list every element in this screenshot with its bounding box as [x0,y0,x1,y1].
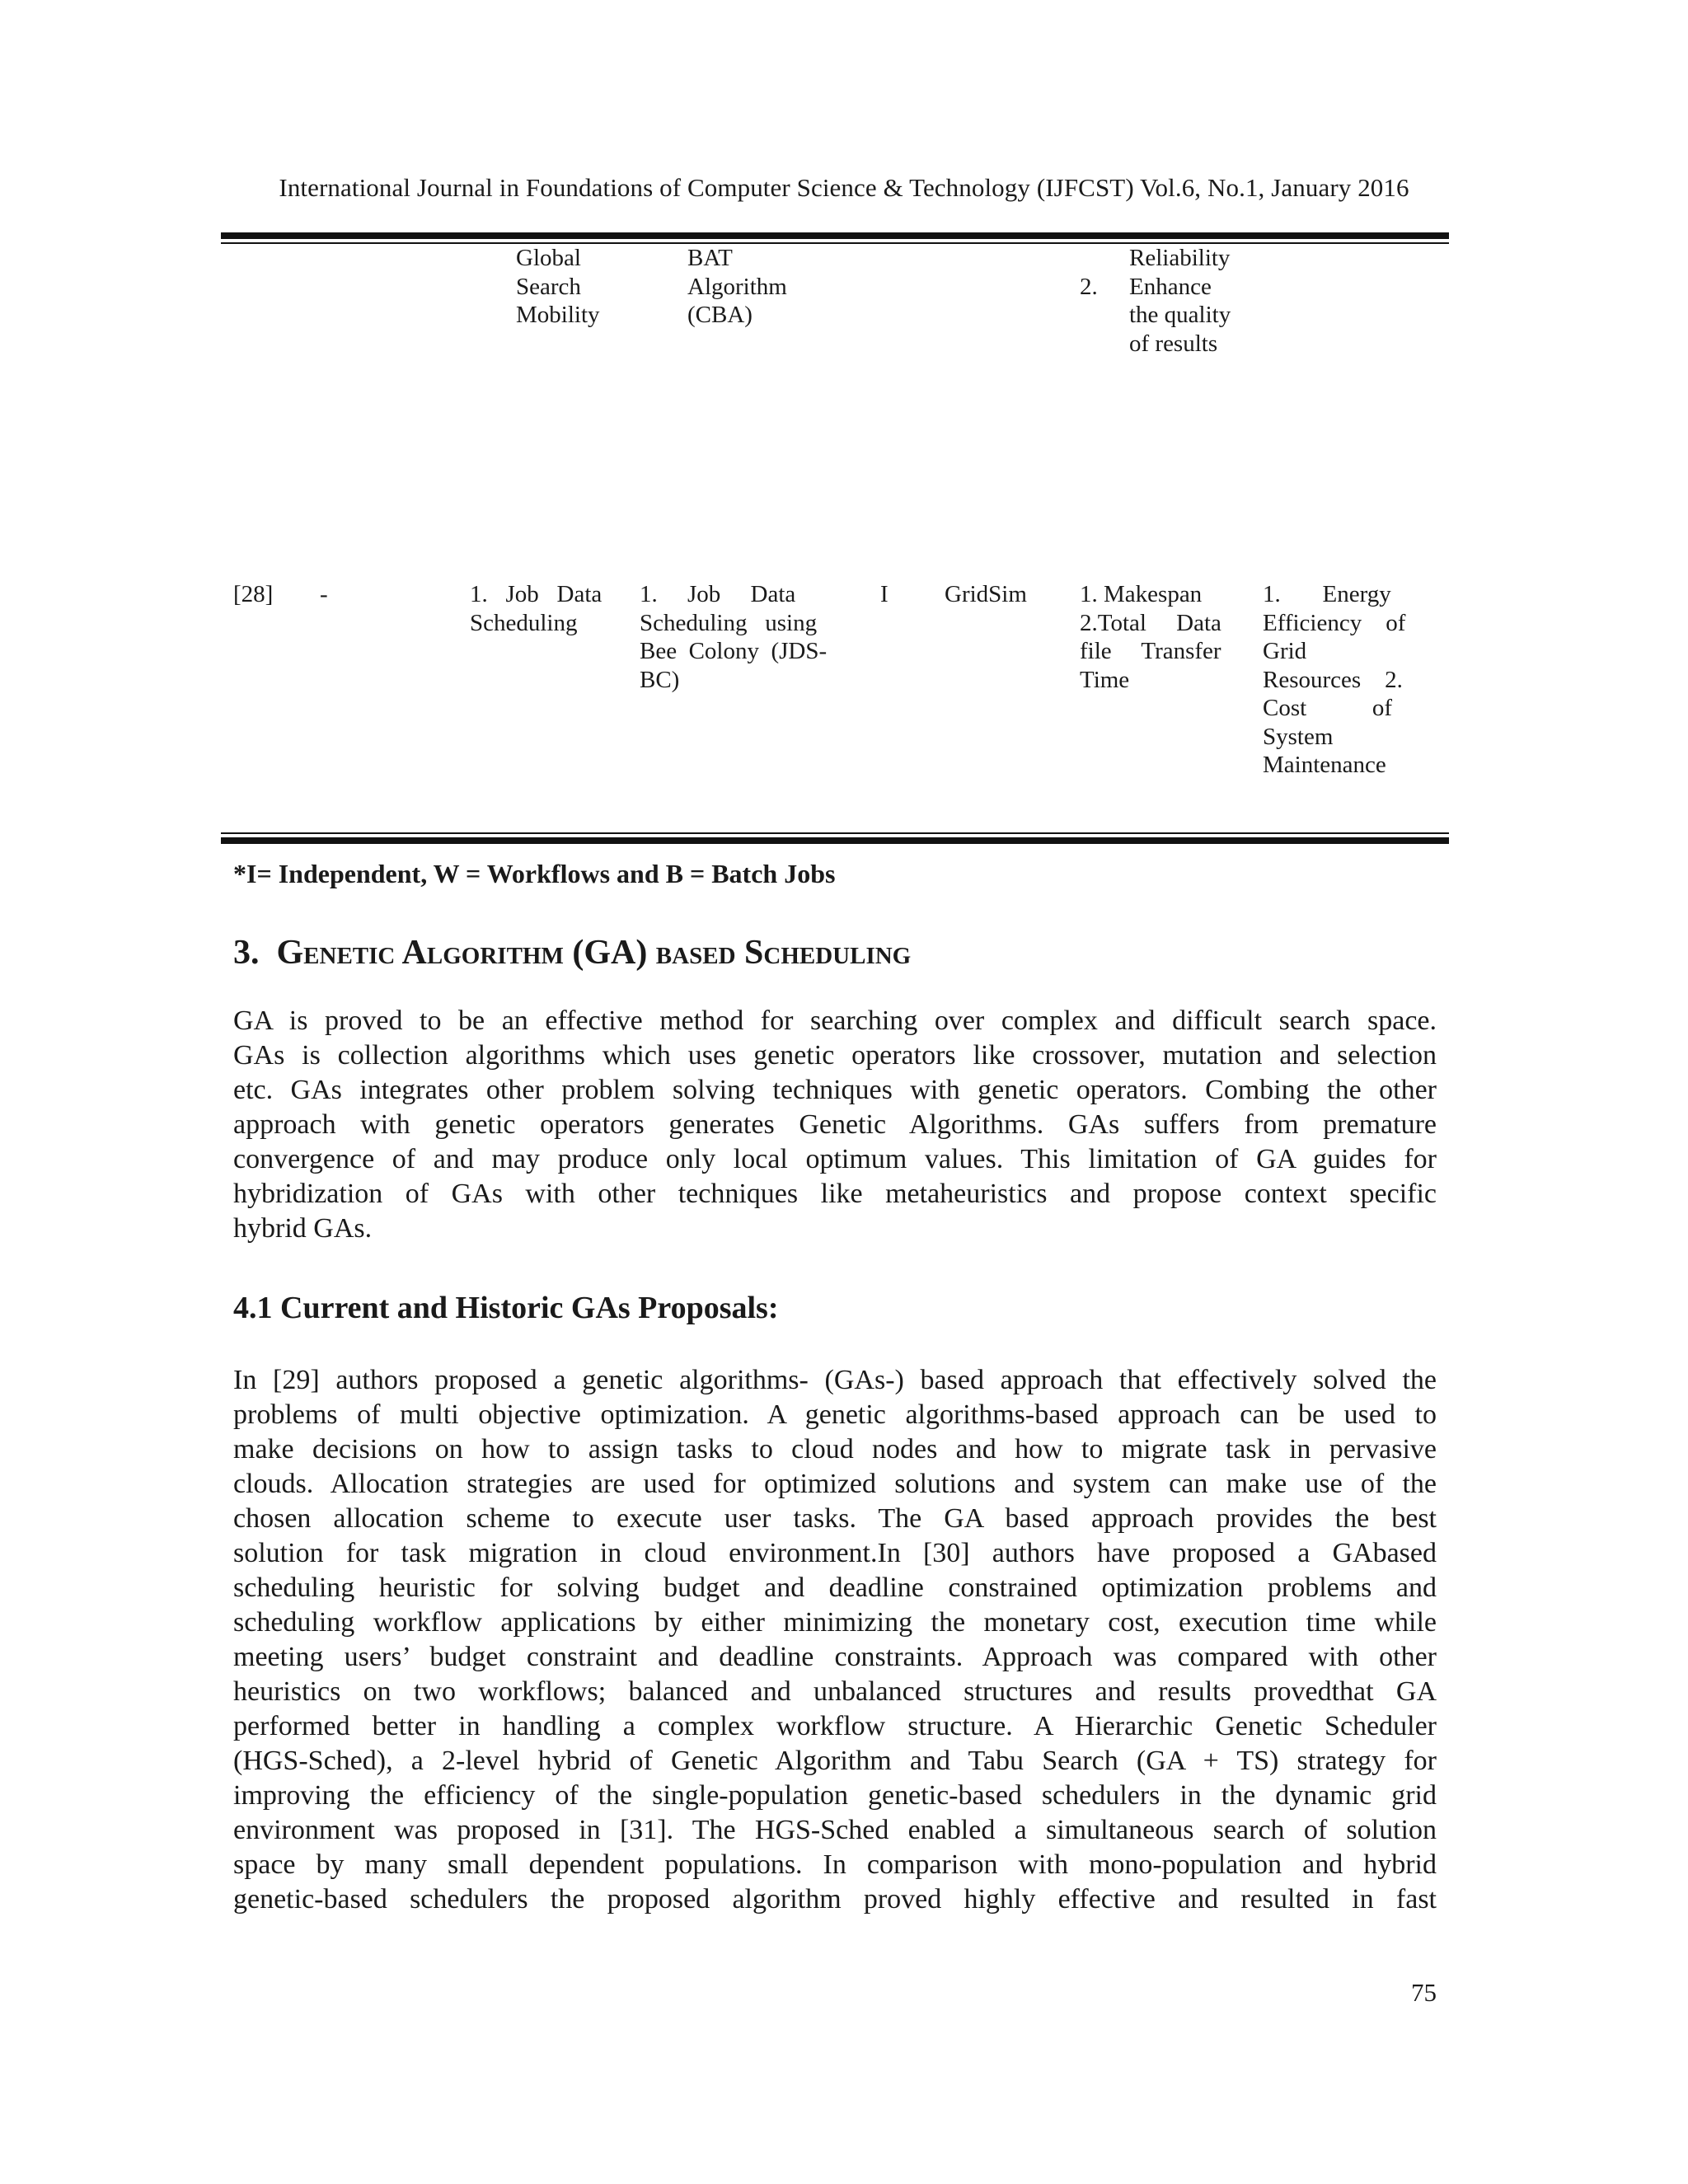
table-bottom-rule-thick [221,837,1449,844]
section-heading [233,930,911,976]
table-cell-future-number: 2. [1080,273,1098,300]
section-title: Genetic Algorithm (GA) based Scheduling [276,934,912,972]
table-cell-ref: [28] [233,581,274,607]
table-cell-technique-continued: BAT Algorithm (CBA) [687,245,787,328]
table-cell-dash: - [320,581,328,607]
section-3-paragraph: GA is proved to be an effective method for searching over complex and difficult search space. GAs is collection algorithms which uses genetic operators like crossover, mutation and selection etc. GAs integrates other problem solving techniques with genetic operators. Combing the other approach with genetic operators generates Genetic Algorithms. GAs suffers from premature convergence of and may produce only local optimum values. This limitation of GA guides for hybridization of GAs with other techniques like metaheuristics and propose context specific hybrid GAs. [233,1005,1437,1244]
table-cell-type: I [880,581,889,607]
table-cell-tool: GridSim [945,581,1027,607]
table-footnote: *I= Independent, W = Workflows and B = Batch Jobs [233,859,836,888]
table-top-rule-thin [221,242,1449,244]
running-header: International Journal in Foundations of Computer Science & Technology (IJFCST) Vol.6, No.1, January 2016 [279,173,1409,202]
table-cell-metrics: 1. Makespan 2.Total Data file Transfer Time [1080,581,1221,693]
subsection-heading: 4.1 Current and Historic GAs Proposals: [233,1291,779,1325]
table-cell-problem-continued: Global Search Mobility [516,245,600,328]
table-top-rule-thick [221,232,1449,239]
page-number: 75 [1411,1978,1437,2007]
subsection-4-1-paragraph: In [29] authors proposed a genetic algorithms- (GAs-) based approach that effectively solved the problems of multi objective optimization. A genetic algorithms-based approach can be used to make decisions on how to assign tasks to cloud nodes and how to migrate task in pervasive clouds. Allocation strategies are used for optimized solutions and system can make use of the chosen allocation scheme to execute user tasks. The GA based approach provides the best solution for task migration in cloud environment.In [30] authors have proposed a GAbased scheduling heuristic for solving budget and deadline constrained optimization problems and scheduling workflow applications by either minimizing the monetary cost, execution time while meeting users’ budget constraint and deadline constraints. Approach was compared with other heuristics on two workflows; balanced and unbalanced structures and results provedthat GA performed better in handling a complex workflow structure. A Hierarchic Genetic Scheduler (HGS-Sched), a 2-level hybrid of Genetic Algorithm and Tabu Search (GA + TS) strategy for improving the efficiency of the single-population genetic-based schedulers in the dynamic grid environment was proposed in [31]. The HGS-Sched enabled a simultaneous search of solution space by many small dependent populations. In comparison with mono-population and hybrid genetic-based schedulers the proposed algorithm proved highly effective and resulted in fast [233,1365,1437,1915]
section-number: 3. [233,934,260,972]
table-cell-future-continued: Reliability Enhance the quality of results [1129,245,1231,357]
table-cell-future: 1. Energy Efficiency of Grid Resources 2. Cost of System Maintenance [1263,581,1406,778]
table-bottom-rule-thin [221,832,1449,834]
table-cell-problem: 1. Job Data Scheduling [470,581,603,636]
table-cell-technique: 1. Job Data Scheduling using Bee Colony (JDS- BC) [640,581,828,693]
